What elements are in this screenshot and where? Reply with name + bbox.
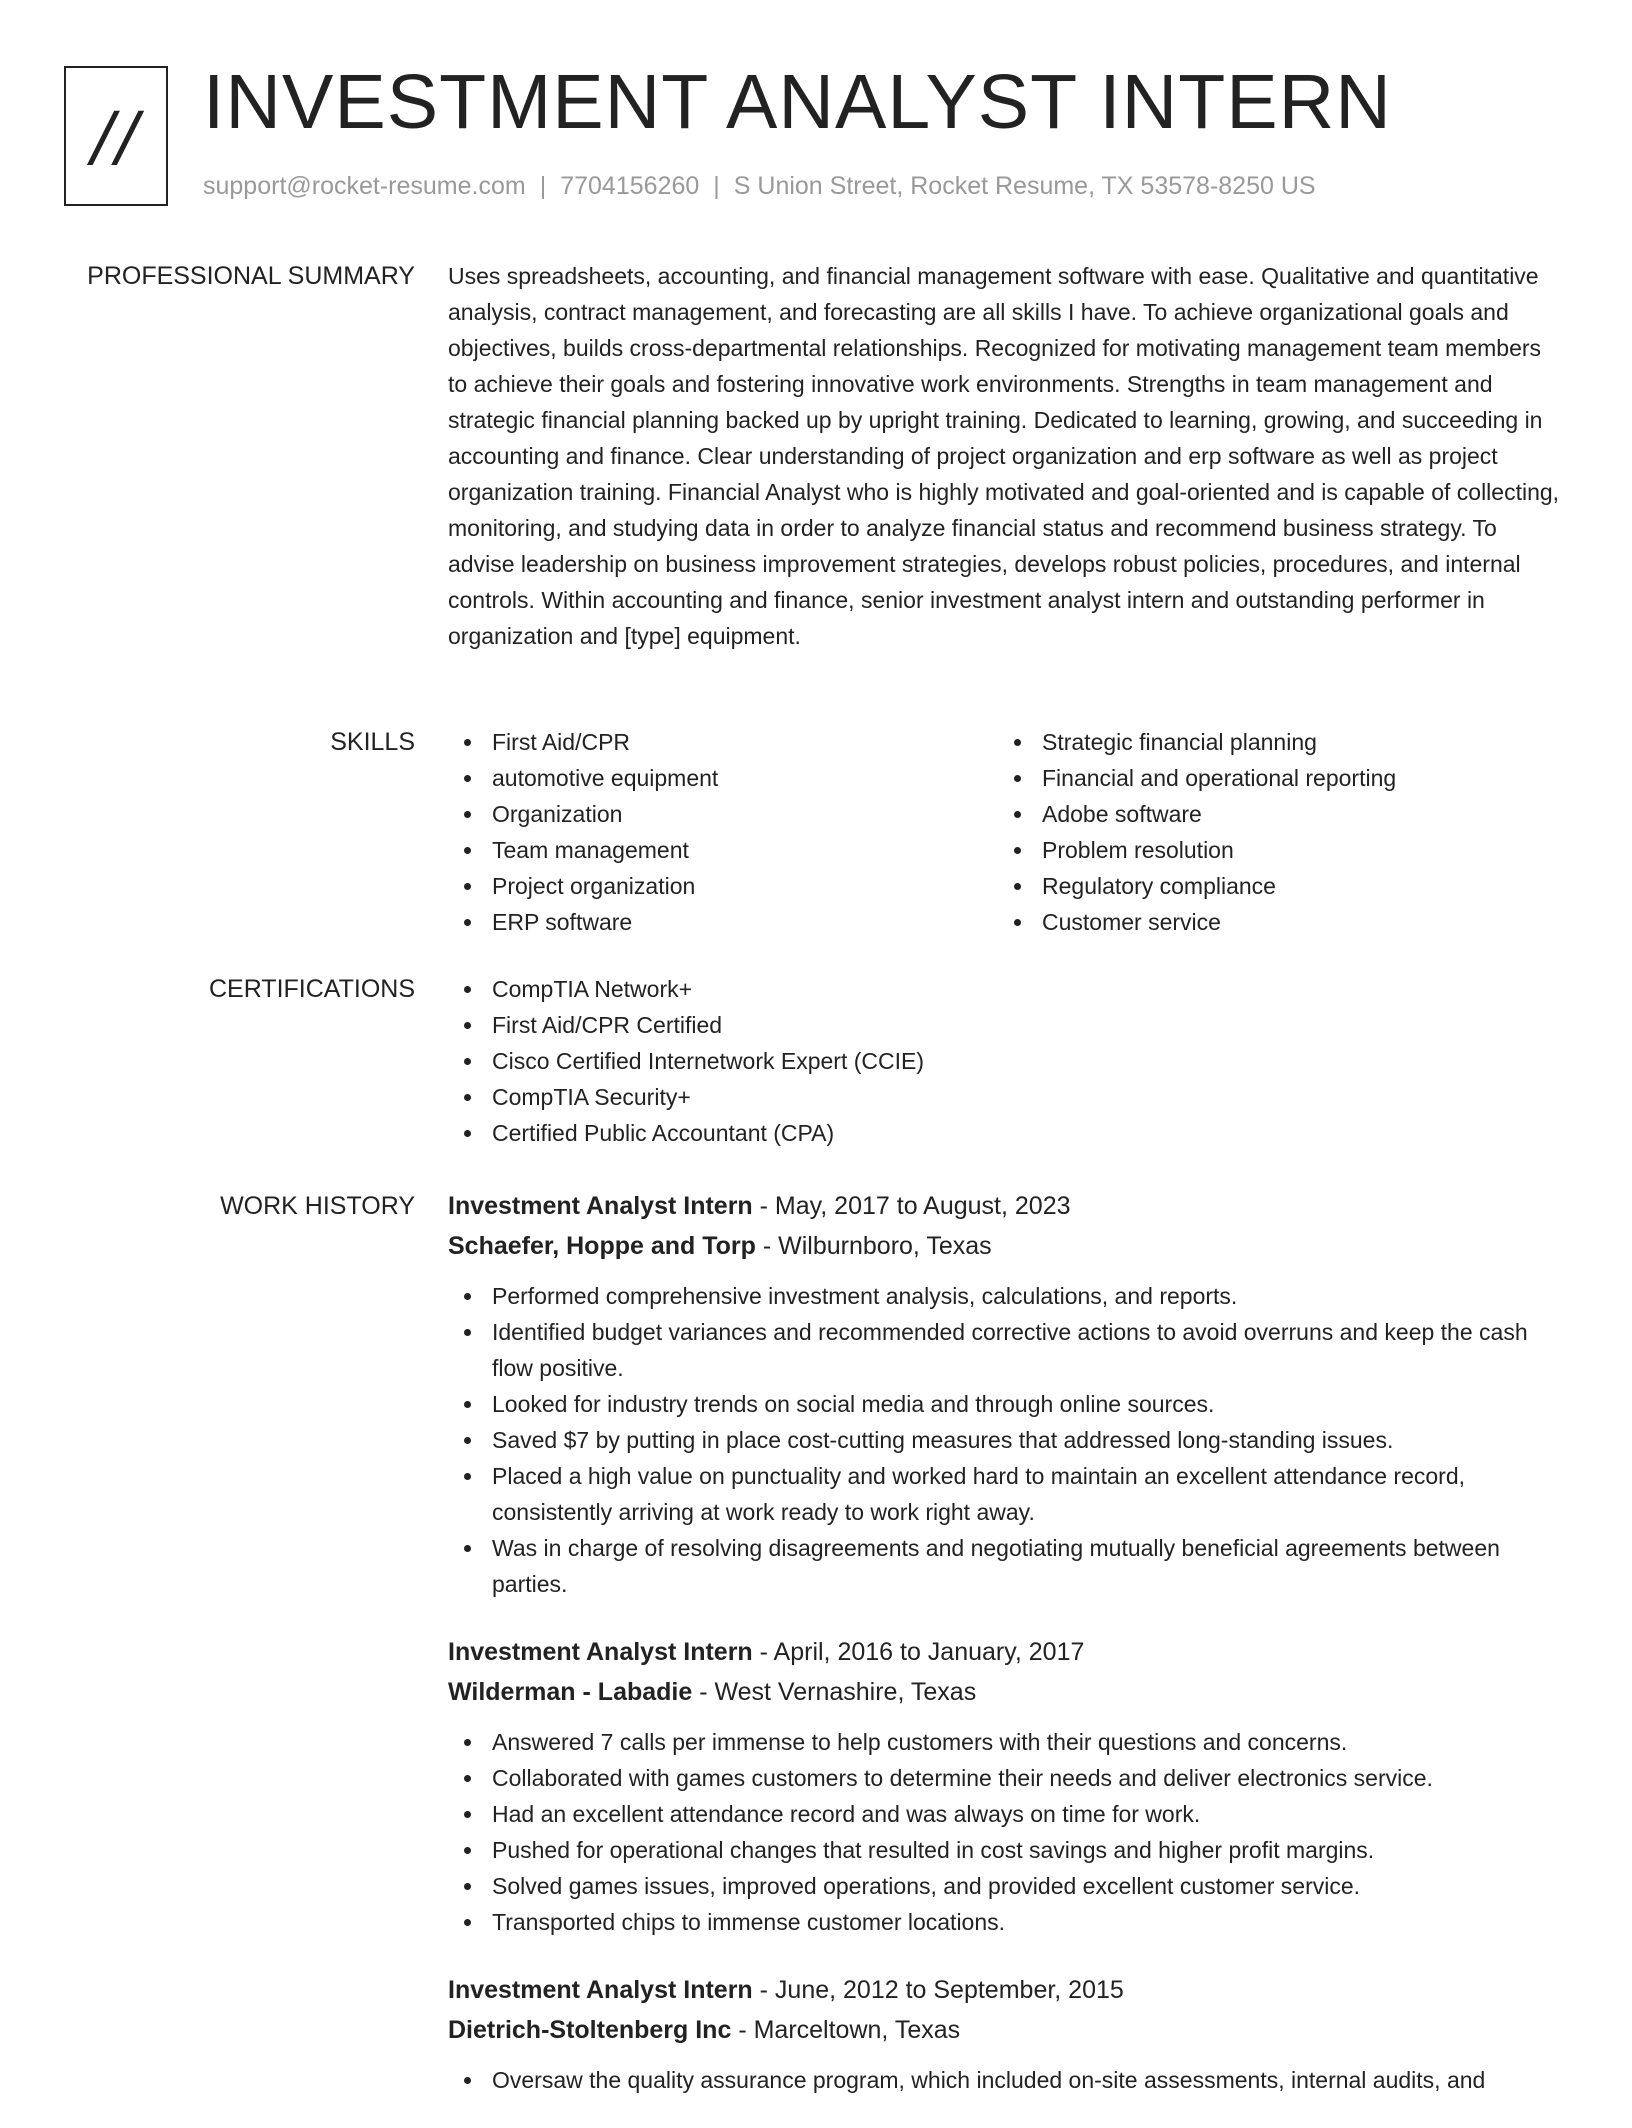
job-location: - Marceltown, Texas [731, 2016, 961, 2044]
job-role-line [448, 1186, 1560, 1226]
job-role-line [448, 1970, 1560, 2010]
job-bullets [448, 2062, 1560, 2098]
certifications-list [448, 971, 1560, 1151]
list-item: Cisco Certified Internetwork Expert (CCIE) [448, 1043, 1560, 1079]
list-item: Team management [448, 832, 998, 868]
list-item: Adobe software [998, 796, 1548, 832]
list-item: CompTIA Network+ [448, 971, 1560, 1007]
job-entry [448, 1970, 1560, 2098]
list-item: First Aid/CPR Certified [448, 1007, 1560, 1043]
list-item: Financial and operational reporting [998, 760, 1548, 796]
skills-list-left [448, 724, 998, 940]
section-label-skills: SKILLS [330, 728, 415, 756]
list-item: Certified Public Accountant (CPA) [448, 1115, 1560, 1151]
work-history-body [448, 1186, 1560, 2128]
contact-line [203, 172, 1316, 201]
contact-separator: | [713, 172, 720, 200]
monogram-logo: // [64, 66, 168, 206]
job-bullets [448, 1278, 1560, 1602]
section-label-summary: PROFESSIONAL SUMMARY [87, 262, 415, 290]
list-item: Problem resolution [998, 832, 1548, 868]
list-item: Strategic financial planning [998, 724, 1548, 760]
list-item: ERP software [448, 904, 998, 940]
list-item: Collaborated with games customers to determine their needs and deliver electronics service. [448, 1760, 1560, 1796]
job-dates: - May, 2017 to August, 2023 [752, 1192, 1071, 1220]
job-bullets [448, 1724, 1560, 1940]
job-company: Schaefer, Hoppe and Torp [448, 1232, 756, 1260]
summary-text: Uses spreadsheets, accounting, and financial management software with ease. Qualitative and quantitative analysis, contract management, and forecasting are all skills I have. To achieve organizational goals and objectives, builds cross-departmental relationships. Recognized for motivating management team members to achieve their goals and fostering innovative work environments. Strengths in team management and strategic financial planning backed up by upright training. Dedicated to learning, growing, and succeeding in accounting and finance. Clear understanding of project organization and erp software as well as project organization training. Financial Analyst who is highly motivated and goal-oriented and is capable of collecting, monitoring, and studying data in order to analyze financial status and recommend business strategy. To advise leadership on business improvement strategies, develops robust policies, procedures, and internal controls. Within accounting and finance, senior investment analyst intern and outstanding performer in organization and [type] equipment. [448, 263, 1560, 649]
job-location: - Wilburnboro, Texas [755, 1232, 992, 1260]
job-entry [448, 1632, 1560, 1940]
list-item: automotive equipment [448, 760, 998, 796]
list-item: Had an excellent attendance record and was always on time for work. [448, 1796, 1560, 1832]
list-item: Identified budget variances and recommended corrective actions to avoid overruns and keep the cash flow positive. [448, 1314, 1560, 1386]
skills-list-right [998, 724, 1548, 940]
list-item: Was in charge of resolving disagreements and negotiating mutually beneficial agreements between parties. [448, 1530, 1560, 1602]
list-item: Customer service [998, 904, 1548, 940]
contact-address: S Union Street, Rocket Resume, TX 53578-8250 US [733, 172, 1316, 200]
contact-email: support@rocket-resume.com [203, 172, 526, 200]
list-item: Oversaw the quality assurance program, which included on-site assessments, internal audits, and [448, 2062, 1560, 2098]
job-role-line [448, 1632, 1560, 1672]
job-location: - West Vernashire, Texas [692, 1678, 977, 1706]
contact-phone: 7704156260 [560, 172, 700, 200]
job-entry [448, 1186, 1560, 1602]
contact-separator: | [539, 172, 547, 200]
job-company: Wilderman - Labadie [448, 1678, 693, 1706]
job-company-line [448, 1672, 1560, 1712]
list-item: Organization [448, 796, 998, 832]
job-company: Dietrich-Stoltenberg Inc [448, 2016, 732, 2044]
list-item: Regulatory compliance [998, 868, 1548, 904]
job-role: Investment Analyst Intern [448, 1638, 753, 1666]
list-item: Solved games issues, improved operations, and provided excellent customer service. [448, 1868, 1560, 1904]
list-item: CompTIA Security+ [448, 1079, 1560, 1115]
list-item: First Aid/CPR [448, 724, 998, 760]
list-item: Placed a high value on punctuality and worked hard to maintain an excellent attendance record, consistently arriving at work ready to work right away. [448, 1458, 1560, 1530]
job-company-line [448, 1226, 1560, 1266]
skills-body [448, 724, 1560, 940]
section-label-work-history: WORK HISTORY [220, 1192, 415, 1220]
page-title: INVESTMENT ANALYST INTERN [203, 59, 1392, 145]
job-company-line [448, 2010, 1560, 2050]
list-item: Performed comprehensive investment analysis, calculations, and reports. [448, 1278, 1560, 1314]
job-role: Investment Analyst Intern [448, 1976, 753, 2004]
list-item: Transported chips to immense customer locations. [448, 1904, 1560, 1940]
section-label-certifications: CERTIFICATIONS [208, 975, 415, 1003]
list-item: Pushed for operational changes that resulted in cost savings and higher profit margins. [448, 1832, 1560, 1868]
list-item: Saved $7 by putting in place cost-cutting measures that addressed long-standing issues. [448, 1422, 1560, 1458]
list-item: Looked for industry trends on social media and through online sources. [448, 1386, 1560, 1422]
job-role: Investment Analyst Intern [448, 1192, 753, 1220]
certifications-body [448, 971, 1560, 1151]
list-item: Project organization [448, 868, 998, 904]
list-item: Answered 7 calls per immense to help customers with their questions and concerns. [448, 1724, 1560, 1760]
job-dates: - June, 2012 to September, 2015 [752, 1976, 1124, 2004]
job-dates: - April, 2016 to January, 2017 [752, 1638, 1085, 1666]
